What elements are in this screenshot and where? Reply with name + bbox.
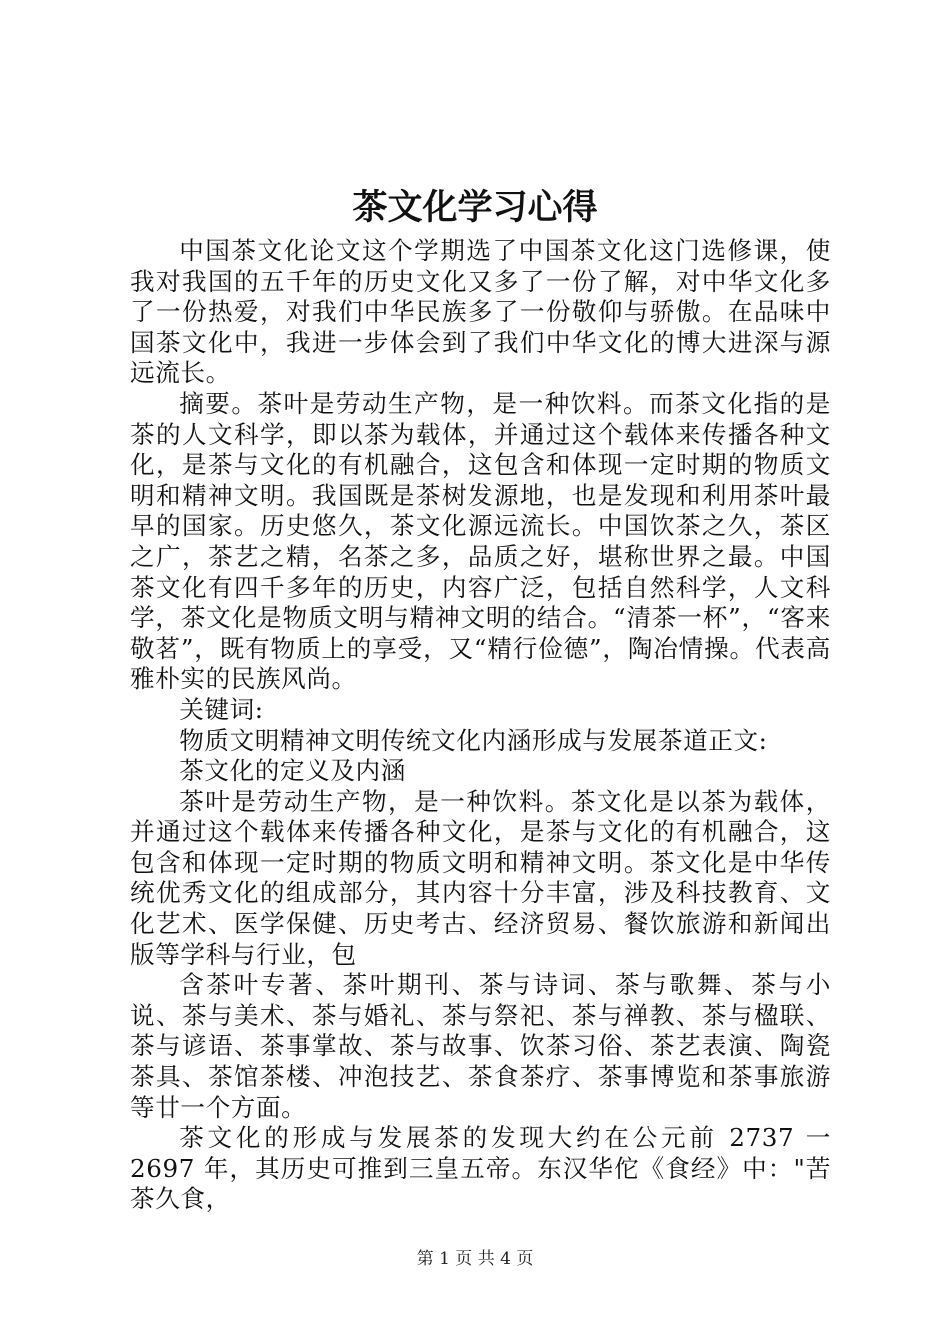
- paragraph-definition: 茶叶是劳动生产物，是一种饮料。茶文化是以茶为载体，并通过这个载体来传播各种文化，是茶与文化的有机融合，这包含和体现一定时期的物质文明和精神文明。茶文化是中华传统优秀文化的组成部分，其内容十分丰富，涉及科技教育、文化艺术、医学保健、历史考古、经济贸易、餐饮旅游和新闻出版等学科与行业，包: [130, 786, 831, 969]
- page-title: 茶文化学习心得: [352, 187, 598, 228]
- paragraph-intro: 中国茶文化论文这个学期选了中国茶文化这门选修课，使我对我国的五千年的历史文化又多了一份了解，对中华文化多了一份热爱，对我们中华民族多了一份敬仰与骄傲。在品味中国茶文化中，我进一步体会到了我们中华文化的博大进深与源远流长。: [130, 236, 831, 388]
- paragraph-abstract: 摘要。茶叶是劳动生产物，是一种饮料。而茶文化指的是茶的人文科学，即以茶为载体，并通过这个载体来传播各种文化，是茶与文化的有机融合，这包含和体现一定时期的物质文明和精神文明。我国既是茶树发源地，也是发现和利用茶叶最早的国家。历史悠久，茶文化源远流长。中国饮茶之久，茶区之广，茶艺之精，名茶之多，品质之好，堪称世界之最。中国茶文化有四千多年的历史，内容广泛，包括自然科学，人文科学，茶文化是物质文明与精神文明的结合。“清茶一杯”，“客来敬茗”，既有物质上的享受，又“精行俭德”，陶冶情操。代表高雅朴实的民族风尚。: [130, 388, 831, 694]
- document-body: [130, 236, 831, 1215]
- keywords-list: 物质文明精神文明传统文化内涵形成与发展茶道正文:: [179, 725, 768, 755]
- paragraph-contents: 含茶叶专著、茶叶期刊、茶与诗词、茶与歌舞、茶与小说、茶与美术、茶与婚礼、茶与祭祀、茶与禅教、茶与楹联、茶与谚语、茶事掌故、茶与故事、饮茶习俗、茶艺表演、陶瓷茶具、茶馆茶楼、冲泡技艺、茶食茶疗、茶事博览和茶事旅游等廿一个方面。: [130, 970, 831, 1122]
- keywords-label: 关键词:: [179, 694, 264, 724]
- paragraph-history: 茶文化的形成与发展茶的发现大约在公元前 2737 一 2697 年，其历史可推到三皇五帝。东汉华佗《食经》中："苦茶久食，: [130, 1123, 831, 1214]
- section-heading: 茶文化的定义及内涵: [179, 756, 406, 786]
- page-footer: 第 1 页 共 4 页: [416, 1249, 534, 1269]
